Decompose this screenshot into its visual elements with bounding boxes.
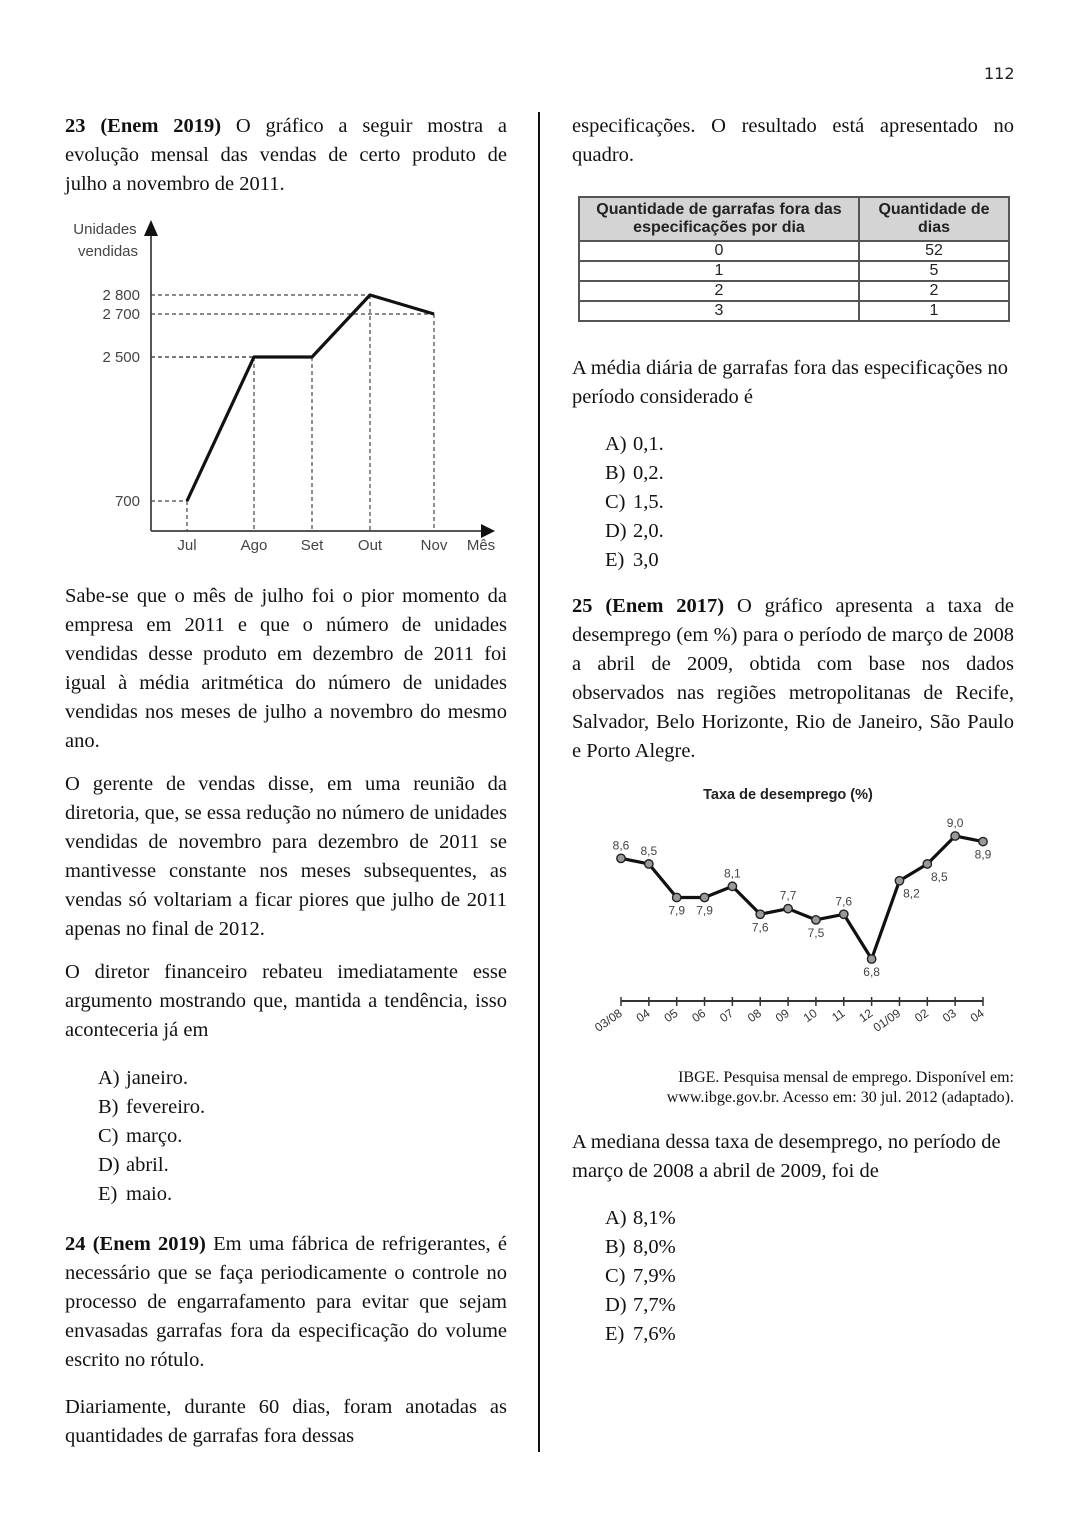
answer-option[interactable] [605,1320,1014,1349]
option-letter: C) [98,1125,119,1147]
option-text: 7,6% [633,1323,676,1345]
option-text: 2,0. [633,520,664,542]
answer-option[interactable] [605,1291,1014,1320]
x-tick-label: 07 [717,1005,737,1026]
data-label: 7,9 [696,903,713,918]
data-label: 8,2 [903,886,920,901]
q25-source [572,1068,1014,1108]
option-text: 7,9% [633,1265,676,1287]
x-axis-label: Mês [466,537,496,554]
x-tick-label: 06 [689,1005,709,1026]
table-cell: 0 [579,241,859,261]
source-line: www.ibge.gov.br. Acesso em: 30 jul. 2012 (adaptado). [666,1089,1014,1106]
data-label: 8,5 [640,843,658,858]
table-cell: 5 [859,261,1009,281]
option-text: janeiro. [126,1067,189,1089]
data-point [784,904,792,912]
x-tick-label: 01/09 [870,1005,904,1035]
data-point [756,910,764,918]
table-cell: 2 [579,281,859,301]
y-tick-label: 2 800 [102,287,140,304]
y-tick-label: 2 700 [102,306,140,323]
answer-option[interactable] [605,430,1014,459]
q23-body [65,582,507,1209]
x-tick-label: 08 [744,1005,764,1026]
data-label: 7,7 [779,888,797,903]
y-axis-arrow-icon [144,220,158,236]
answer-option[interactable] [605,546,1014,575]
q24-title: 24 (Enem 2019) [65,1233,206,1255]
option-text: fevereiro. [126,1096,206,1118]
data-label: 7,5 [807,925,825,940]
option-letter: C) [605,1265,626,1287]
question-23 [65,112,507,199]
data-label: 7,9 [668,903,686,918]
q24-intro: 24 (Enem 2019) Em uma fábrica de refrigerantes, é necessário que se faça periodicamente o controle no processo de engarrafamento para evitar que sejam envasadas garrafas fora da especificação do volume escrito no rótulo. [65,1233,507,1371]
y-axis-label: Unidades [73,221,137,238]
data-label: 7,6 [751,920,769,935]
option-text: maio. [126,1183,173,1205]
option-letter: C) [605,491,626,513]
data-point [895,877,903,885]
option-text: 3,0 [633,549,659,571]
q25-options [572,1204,1014,1349]
q23-para3: O diretor financeiro rebateu imediatamente esse argumento mostrando que, mantida a tendência, isso aconteceria já em [65,961,507,1041]
table-row [579,261,1009,281]
option-text: 0,2. [633,462,664,484]
table-cell: 2 [859,281,1009,301]
table-cell: 1 [859,301,1009,321]
q25-intro: 25 (Enem 2017) O gráfico apresenta a taxa de desemprego (em %) para o período de março de 2008 a abril de 2009, obtida com base nos dados observados nas regiões metropolitanas de Recife, Salvador, Belo Horizonte, Rio de Janeiro, São Paulo e Porto Alegre. [572,595,1014,762]
answer-option[interactable] [605,488,1014,517]
x-tick-label: 10 [800,1005,820,1026]
q24-continued [572,112,1014,170]
data-point [700,893,708,901]
data-label: 8,1 [724,866,741,881]
table-row [579,281,1009,301]
table-header-bottles: Quantidade de garrafas fora das especificações por dia [579,197,859,241]
data-label: 8,9 [974,847,992,862]
question-24 [65,1230,507,1451]
bottles-table [578,196,1010,322]
x-tick-label: 09 [772,1005,792,1026]
page-number: 112 [984,64,1015,83]
data-point [645,860,653,868]
answer-option[interactable] [605,517,1014,546]
answer-option[interactable] [98,1122,507,1151]
q25-title: 25 (Enem 2017) [572,595,725,617]
sales-chart [60,212,510,572]
answer-option[interactable] [605,1233,1014,1262]
data-label: 6,8 [863,965,880,979]
data-point [812,916,820,924]
option-text: 8,1% [633,1207,676,1229]
table-row [579,241,1009,261]
answer-option[interactable] [98,1180,507,1209]
x-tick-label: Jul [177,537,197,554]
column-divider [538,112,540,1452]
answer-option[interactable] [605,1204,1014,1233]
data-point [867,955,875,963]
source-line: IBGE. Pesquisa mensal de emprego. Disponível em: [678,1069,1014,1086]
option-letter: D) [98,1154,120,1176]
answer-option[interactable] [605,1262,1014,1291]
x-tick-label: Ago [240,537,268,554]
x-tick-label: 03/08 [592,1005,625,1035]
data-label: 8,6 [612,838,630,853]
answer-option[interactable] [98,1151,507,1180]
data-label: 8,5 [930,869,948,884]
x-tick-label: Set [300,537,324,554]
data-point [979,837,987,845]
x-tick-label: 03 [939,1005,959,1026]
q23-para1: Sabe-se que o mês de julho foi o pior momento da empresa em 2011 e que o número de unidades vendidas desse produto em dezembro de 2011 foi igual à média aritmética do número de unidades vendidas nos meses de julho a novembro do mesmo ano. [65,585,507,752]
option-letter: E) [605,1323,625,1345]
option-letter: B) [605,462,626,484]
q25-question: A mediana dessa taxa de desemprego, no período de março de 2008 a abril de 2009, foi de [572,1131,1001,1182]
q23-options [65,1064,507,1209]
q24-para1-cont: especificações. O resultado está apresentado no quadro. [572,115,1014,166]
option-letter: E) [605,549,625,571]
y-tick-label: 700 [114,493,140,510]
table-row [579,301,1009,321]
q24-question-block [572,354,1014,575]
question-25 [572,592,1014,766]
option-text: 7,7% [633,1294,676,1316]
data-point [840,910,848,918]
option-letter: A) [98,1067,120,1089]
answer-option[interactable] [98,1064,507,1093]
x-axis-arrow-icon [481,524,495,538]
q24-question: A média diária de garrafas fora das especificações no período considerado é [572,357,1008,408]
unemployment-chart [580,775,1010,1055]
y-tick-label: 2 500 [102,349,140,366]
data-point [951,832,959,840]
q24-options [572,430,1014,575]
sales-line [187,295,434,501]
x-tick-label: 04 [967,1005,987,1026]
option-letter: B) [605,1236,626,1258]
option-text: abril. [126,1154,169,1176]
option-letter: A) [605,1207,627,1229]
option-letter: D) [605,1294,627,1316]
option-text: 1,5. [633,491,664,513]
option-letter: B) [98,1096,119,1118]
table-cell: 52 [859,241,1009,261]
table-header-days: Quantidade de dias [859,197,1009,241]
data-point [672,893,680,901]
x-tick-label: 11 [829,1005,848,1025]
option-text: 8,0% [633,1236,676,1258]
q25-question-block [572,1128,1014,1349]
table-cell: 1 [579,261,859,281]
answer-option[interactable] [605,459,1014,488]
chart-title: Taxa de desemprego (%) [703,787,873,803]
data-label: 9,0 [946,816,964,830]
q23-title: 23 (Enem 2019) [65,115,222,137]
data-point [728,882,736,890]
data-point [617,854,625,862]
x-tick-label: 04 [633,1005,653,1026]
y-axis-label: vendidas [77,243,139,260]
option-text: 0,1. [633,433,664,455]
data-point [923,860,931,868]
x-tick-label: Nov [420,537,448,554]
x-tick-label: 02 [912,1005,932,1026]
option-letter: E) [98,1183,118,1205]
x-tick-label: Out [357,537,383,554]
answer-option[interactable] [98,1093,507,1122]
table-cell: 3 [579,301,859,321]
option-letter: A) [605,433,627,455]
q23-intro: 23 (Enem 2019) O gráfico a seguir mostra a evolução mensal das vendas de certo produto de julho a novembro de 2011. [65,115,508,195]
x-tick-label: 05 [661,1005,681,1026]
q23-para2: O gerente de vendas disse, em uma reunião da diretoria, que, se essa redução no número de unidades vendidas de novembro para dezembro de 2011 se mantivesse constante nos meses subsequentes, as vendas só voltariam a ficar piores que julho de 2011 apenas no final de 2012. [65,773,507,940]
q24-para1: Diariamente, durante 60 dias, foram anotadas as quantidades de garrafas fora dessas [65,1396,507,1447]
option-text: março. [126,1125,183,1147]
data-label: 7,6 [835,894,853,909]
option-letter: D) [605,520,627,542]
x-tick-label: 12 [856,1005,876,1026]
